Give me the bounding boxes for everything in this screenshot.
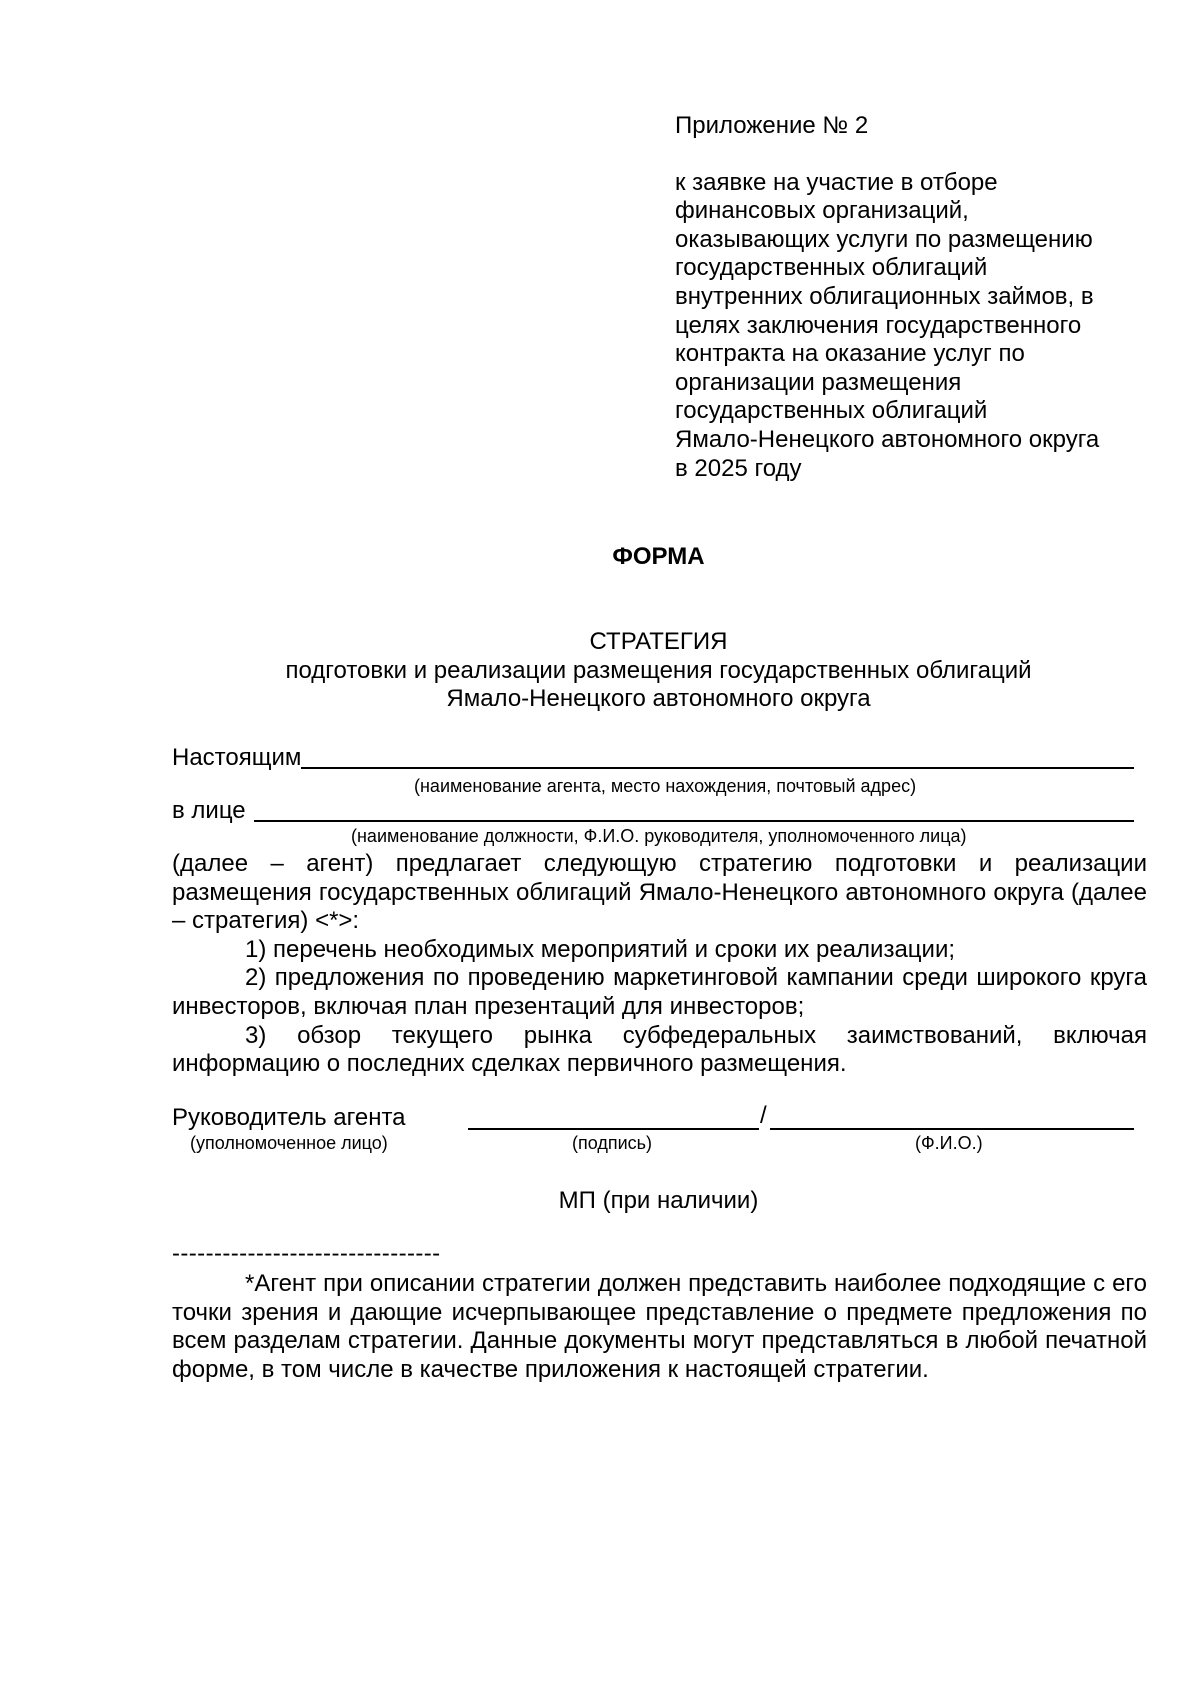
appendix-line: в 2025 году <box>675 454 802 482</box>
signature-hint-signature: (подпись) <box>572 1133 653 1153</box>
appendix-line: контракта на оказание услуг по <box>675 340 1025 368</box>
body-intro: (далее – агент) предлагает следующую стратегию подготовки и реализации размещения государственных облигаций Ямало-Ненецкого автономного округа (далее – стратегия) <*>: <box>172 850 1147 935</box>
footnote <box>172 1270 1147 1384</box>
hereby-hint: (наименование агента, место нахождения, почтовый адрес) <box>414 776 917 796</box>
person-input-line[interactable] <box>254 800 1134 822</box>
appendix-line: финансовых организаций, <box>675 197 969 225</box>
signature-hint-person: (уполномоченное лицо) <box>190 1133 388 1153</box>
appendix-line: государственных облигаций <box>675 397 988 425</box>
footnote-separator: -------------------------------- <box>172 1240 441 1267</box>
appendix-line: к заявке на участие в отборе <box>675 168 998 196</box>
hereby-label: Настоящим <box>172 744 302 771</box>
hereby-input-line[interactable] <box>301 747 1134 769</box>
signature-label: Руководитель агента <box>172 1104 406 1131</box>
strategy-heading <box>0 628 1200 714</box>
appendix-line: государственных облигаций <box>675 254 988 282</box>
appendix-header <box>675 112 1155 483</box>
signature-hint-name: (Ф.И.О.) <box>915 1133 983 1153</box>
body-item-2: 2) предложения по проведению маркетинговой кампании среди широкого круга инвесторов, включая план презентаций для инвесторов; <box>172 964 1147 1020</box>
form-title: ФОРМА <box>612 543 705 570</box>
appendix-line: целях заключения государственного <box>675 311 1082 339</box>
appendix-line: оказывающих услуги по размещению <box>675 225 1093 253</box>
hereby-field-row <box>172 744 1134 772</box>
appendix-line: организации размещения <box>675 368 962 396</box>
body-text <box>172 850 1147 1079</box>
person-label: в лице <box>172 797 246 824</box>
signature-input-line[interactable] <box>468 1128 759 1130</box>
body-item-1: 1) перечень необходимых мероприятий и сроки их реализации; <box>245 935 956 963</box>
appendix-line: внутренних облигационных займов, в <box>675 282 1094 310</box>
appendix-number: Приложение № 2 <box>675 112 869 139</box>
signature-slash: / <box>760 1102 767 1129</box>
person-field-row <box>172 797 1134 825</box>
appendix-line: Ямало-Ненецкого автономного округа <box>675 425 1100 453</box>
stamp-note: МП (при наличии) <box>558 1187 759 1214</box>
footnote-text: *Агент при описании стратегии должен представить наиболее подходящие с его точки зрения и дающие исчерпывающее представление о предмете предложения по всем разделам стратегии. Данные документы могут представляться в любой печатной форме, в том числе в качестве приложения к настоящей стратегии. <box>172 1270 1147 1383</box>
person-hint: (наименование должности, Ф.И.О. руководителя, уполномоченного лица) <box>351 826 967 846</box>
strategy-subtitle-line2: Ямало-Ненецкого автономного округа <box>446 685 871 713</box>
body-item-3: 3) обзор текущего рынка субфедеральных заимствований, включая информацию о последних сделках первичного размещения. <box>172 1021 1147 1078</box>
name-input-line[interactable] <box>770 1128 1134 1130</box>
strategy-subtitle-line1: подготовки и реализации размещения государственных облигаций <box>285 656 1032 684</box>
strategy-title: СТРАТЕГИЯ <box>589 628 728 655</box>
